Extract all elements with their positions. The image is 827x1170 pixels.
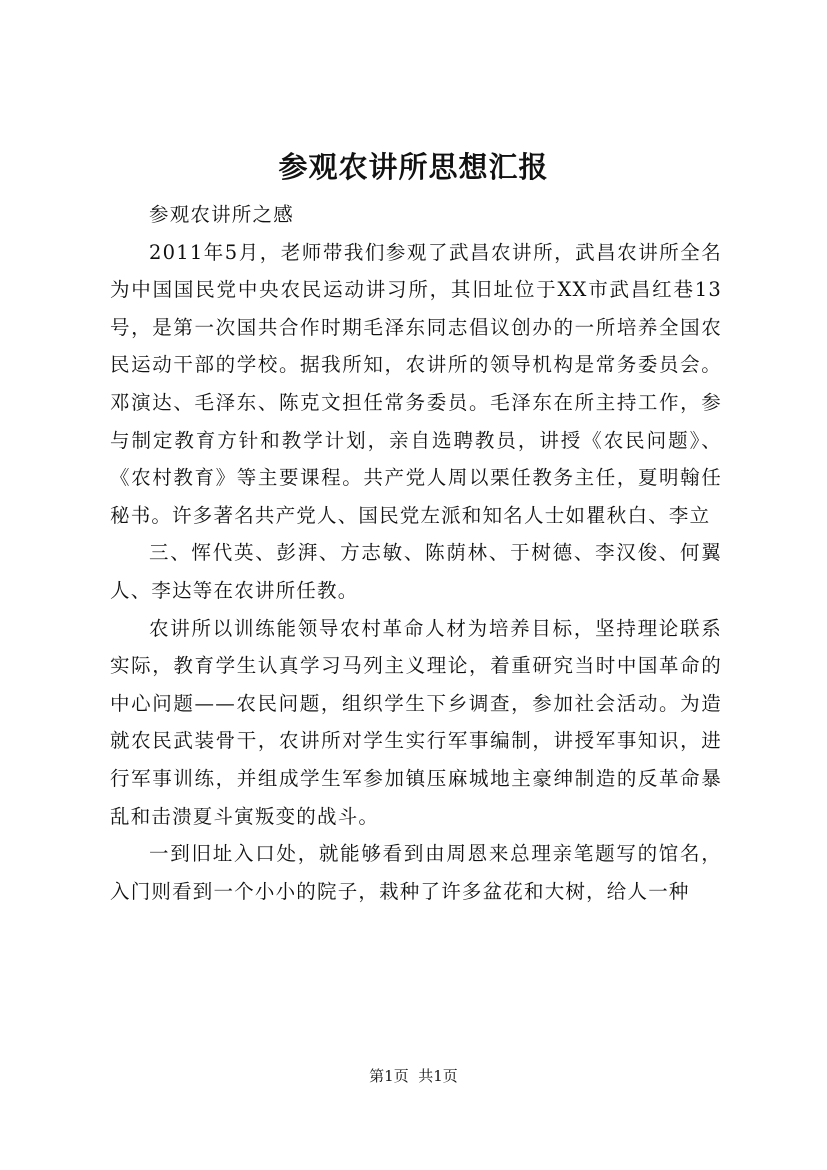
document-body [110, 196, 722, 910]
paragraph-subtitle: 参观农讲所之感 [149, 203, 294, 226]
page-footer [0, 1066, 827, 1086]
paragraph: 三、恽代英、彭湃、方志敏、陈荫林、于树德、李汉俊、何翼人、李达等在农讲所任教。 [110, 541, 722, 602]
paragraph: 农讲所以训练能领导农村革命人材为培养目标，坚持理论联系实际，教育学生认真学习马列主义理论，着重研究当时中国革命的中心问题——农民问题，组织学生下乡调查，参加社会活动。为造就农民武装骨干，农讲所对学生实行军事编制，讲授军事知识，进行军事训练，并组成学生军参加镇压麻城地主豪绅制造的反革命暴乱和击溃夏斗寅叛变的战斗。 [110, 616, 722, 828]
paragraph: 2011年5月，老师带我们参观了武昌农讲所，武昌农讲所全名为中国国民党中央农民运动讲习所，其旧址位于XX市武昌红巷13号，是第一次国共合作时期毛泽东同志倡议创办的一所培养全国农民运动干部的学校。据我所知，农讲所的领导机构是常务委员会。邓演达、毛泽东、陈克文担任常务委员。毛泽东在所主持工作，参与制定教育方针和教学计划，亲自选聘教员，讲授《农民问题》、《农村教育》等主要课程。共产党人周以栗任教务主任，夏明翰任秘书。许多著名共产党人、国民党左派和知名人士如瞿秋白、李立 [110, 240, 722, 527]
paragraph: 一到旧址入口处，就能够看到由周恩来总理亲笔题写的馆名，入门则看到一个小小的院子，栽种了许多盆花和大树，给人一种 [110, 842, 722, 903]
document-title: 参观农讲所思想汇报 [278, 150, 549, 184]
page-number: 第1页 [369, 1067, 409, 1085]
page-count: 共1页 [418, 1067, 458, 1085]
